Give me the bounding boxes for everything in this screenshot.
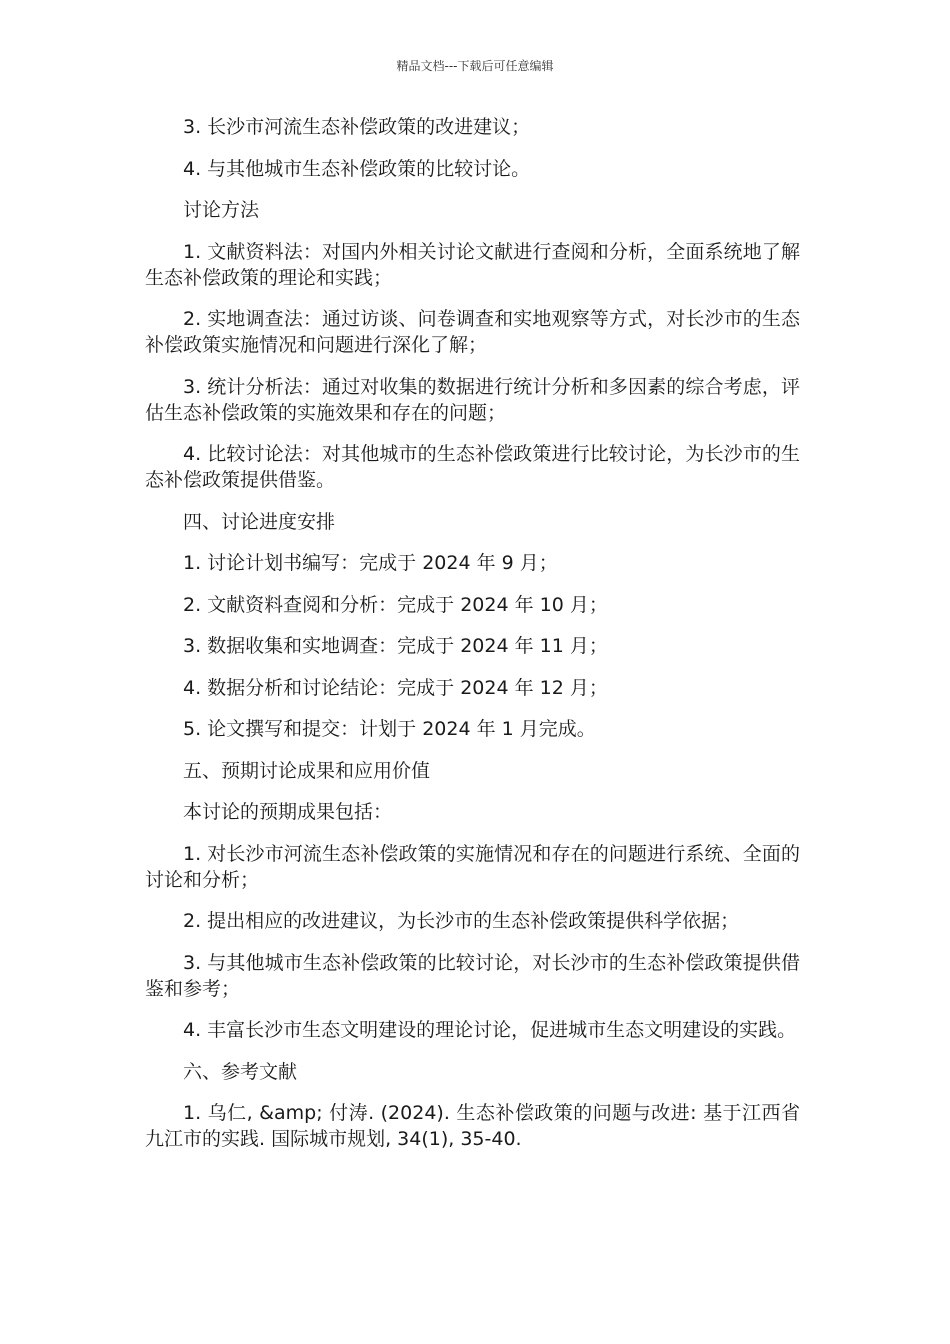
method-literature: 1. 文献资料法：对国内外相关讨论文献进行查阅和分析，全面系统地了解生态补偿政策的理论和实践； (145, 240, 800, 289)
method-statistics: 3. 统计分析法：通过对收集的数据进行统计分析和多因素的综合考虑，评估生态补偿政策的实施效果和存在的问题； (145, 375, 800, 424)
schedule-item-3: 3. 数据收集和实地调查：完成于 2024 年 11 月； (183, 635, 608, 657)
outcomes-intro: 本讨论的预期成果包括： (183, 801, 393, 823)
schedule-item-5: 5. 论文撰写和提交：计划于 2024 年 1 月完成。 (183, 718, 596, 740)
outcome-item-1: 1. 对长沙市河流生态补偿政策的实施情况和存在的问题进行系统、全面的讨论和分析； (145, 842, 800, 891)
list-item-city-comparison: 4. 与其他城市生态补偿政策的比较讨论。 (183, 157, 531, 180)
outcome-item-3: 3. 与其他城市生态补偿政策的比较讨论，对长沙市的生态补偿政策提供借鉴和参考； (145, 951, 800, 1000)
method-comparison: 4. 比较讨论法：对其他城市的生态补偿政策进行比较讨论，为长沙市的生态补偿政策提供借鉴。 (145, 443, 800, 491)
section-heading-methods: 讨论方法 (183, 199, 260, 221)
schedule-item-2: 2. 文献资料查阅和分析：完成于 2024 年 10 月； (183, 593, 608, 616)
section-heading-outcomes: 五、预期讨论成果和应用价值 (183, 759, 431, 782)
schedule-item-1: 1. 讨论计划书编写：完成于 2024 年 9 月； (183, 552, 558, 574)
section-heading-references: 六、参考文献 (183, 1060, 298, 1083)
page-header: 精品文档---下载后可任意编辑 (396, 59, 554, 73)
section-heading-schedule: 四、讨论进度安排 (183, 510, 336, 533)
method-field-survey: 2. 实地调查法：通过访谈、问卷调查和实地观察等方式，对长沙市的生态补偿政策实施情况和问题进行深化了解； (145, 308, 800, 356)
outcome-item-4: 4. 丰富长沙市生态文明建设的理论讨论，促进城市生态文明建设的实践。 (183, 1019, 797, 1041)
list-item-improvement-suggestions: 3. 长沙市河流生态补偿政策的改进建议； (183, 116, 531, 138)
reference-item-1: 1. 乌仁, &amp; 付涛. (2024). 生态补偿政策的问题与改进: 基于江西省九江市的实践. 国际城市规划, 34(1), 35-40. (145, 1102, 800, 1150)
document-body (145, 114, 800, 1168)
outcome-item-2: 2. 提出相应的改进建议，为长沙市的生态补偿政策提供科学依据； (183, 910, 740, 932)
schedule-item-4: 4. 数据分析和讨论结论：完成于 2024 年 12 月； (183, 676, 608, 699)
